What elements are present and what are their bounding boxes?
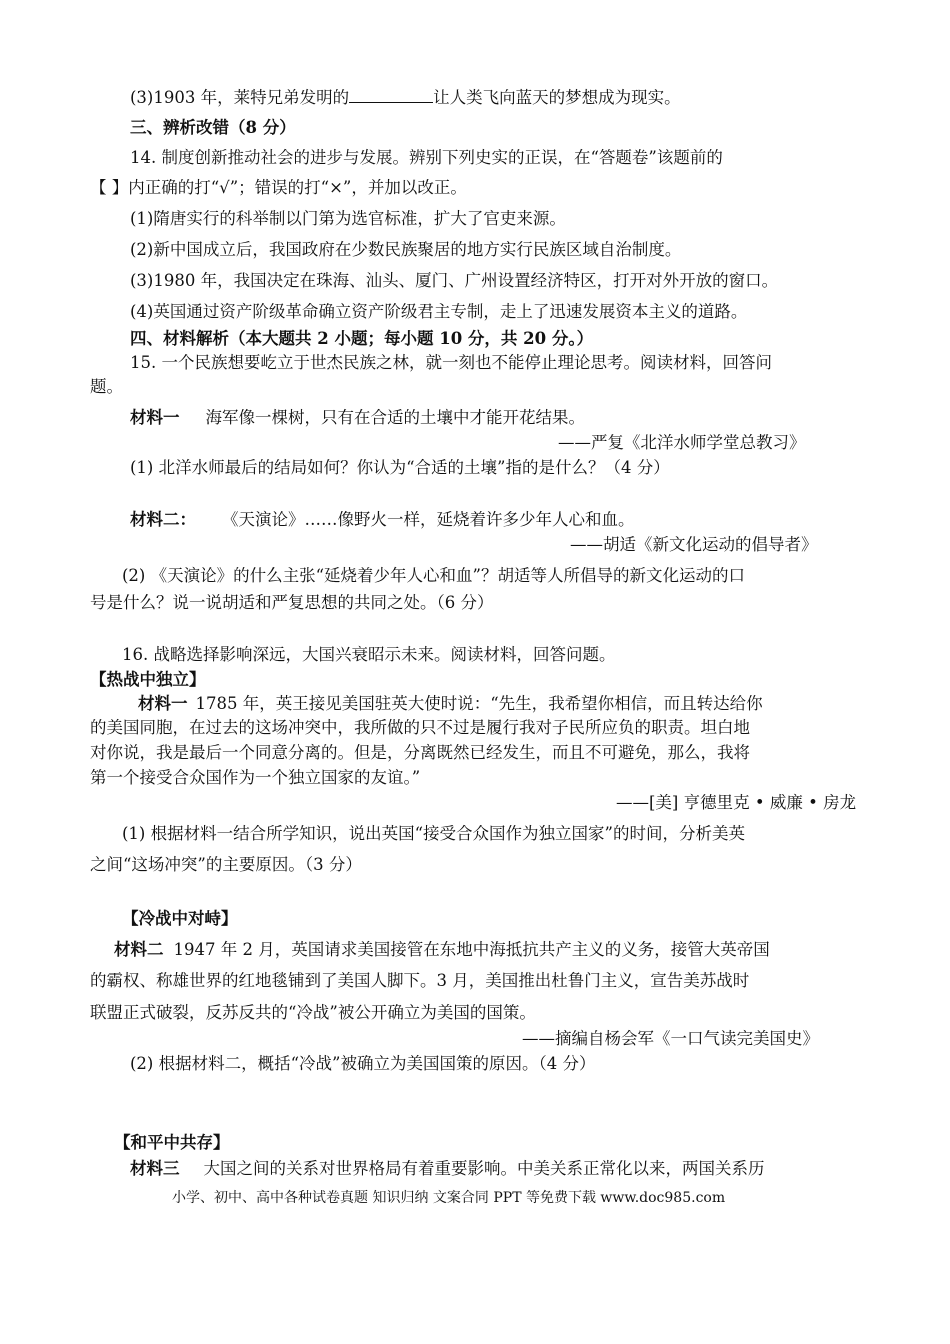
q16-part3-heading: 【和平中共存】 xyxy=(114,1133,230,1152)
q16-sub2: (2) 根据材料二，概括“冷战”被确立为美国国策的原因。（4 分） xyxy=(130,1054,596,1073)
q15-material1-source: ——严复《北洋水师学堂总教习》 xyxy=(558,433,806,452)
section3-heading: 三、辨析改错（8 分） xyxy=(130,118,296,137)
q15-sub2-line1: (2) 《天演论》的什么主张“延烧着少年人心和血”？胡适等人所倡导的新文化运动的口 xyxy=(122,566,745,585)
material-label: 材料二 xyxy=(114,940,164,959)
q16-material1-line1 xyxy=(138,692,763,716)
q16-material2-line1 xyxy=(114,938,770,962)
q14-item-1: (1)隋唐实行的科举制以门第为选官标准，扩大了官吏来源。 xyxy=(130,209,566,228)
material-label: 材料一 xyxy=(130,408,180,427)
q15-stem-line2: 题。 xyxy=(90,377,123,396)
q16-material2-line3: 联盟正式破裂，反苏反共的“冷战”被公开确立为美国的国策。 xyxy=(90,1003,536,1022)
q15-material2 xyxy=(130,508,635,532)
q16-part2-heading: 【冷战中对峙】 xyxy=(122,909,238,928)
page-footer: 小学、初中、高中各种试卷真题 知识归纳 文案合同 PPT 等免费下载 www.doc985.com xyxy=(172,1190,726,1206)
q15-sub2-line2: 号是什么？说一说胡适和严复思想的共同之处。（6 分） xyxy=(90,593,494,612)
q16-material3-line1 xyxy=(130,1157,765,1181)
section4-heading: 四、材料解析（本大题共 2 小题；每小题 10 分，共 20 分。） xyxy=(130,329,594,348)
answer-blank xyxy=(349,84,433,103)
q15-material1 xyxy=(130,406,585,430)
q16-material2-source: ——摘编自杨会军《一口气读完美国史》 xyxy=(522,1029,819,1048)
material-text: 1785 年，英王接见美国驻英大使时说：“先生，我希望你相信，而且转达给你 xyxy=(195,694,763,713)
material-label: 材料三 xyxy=(130,1159,180,1178)
q16-material1-line2: 的美国同胞，在过去的这场冲突中，我所做的只不过是履行我对子民所应负的职责。坦白地 xyxy=(90,718,750,737)
q14-stem-line2: 【 】内正确的打“√”；错误的打“×”，并加以改正。 xyxy=(90,178,467,197)
q15-material2-source: ——胡适《新文化运动的倡导者》 xyxy=(570,535,818,554)
q13-item3 xyxy=(130,84,681,110)
material-label: 材料一 xyxy=(138,694,188,713)
q15-sub1: (1) 北洋水师最后的结局如何？你认为“合适的土壤”指的是什么？（4 分） xyxy=(130,458,670,477)
q14-stem-line1: 14. 制度创新推动社会的进步与发展。辨别下列史实的正误，在“答题卷”该题前的 xyxy=(130,148,723,167)
q13-item3-after: 让人类飞向蓝天的梦想成为现实。 xyxy=(433,88,681,107)
q16-sub1-line2: 之间“这场冲突”的主要原因。（3 分） xyxy=(90,855,362,874)
q16-material1-line3: 对你说，我是最后一个同意分离的。但是，分离既然已经发生，而且不可避免，那么，我将 xyxy=(90,743,750,762)
q13-item3-before: (3)1903 年，莱特兄弟发明的 xyxy=(130,88,350,107)
material-text: 海军像一棵树，只有在合适的土壤中才能开花结果。 xyxy=(205,408,585,427)
q14-item-3: (3)1980 年，我国决定在珠海、汕头、厦门、广州设置经济特区，打开对外开放的窗口。 xyxy=(130,271,779,290)
material-text: 大国之间的关系对世界格局有着重要影响。中美关系正常化以来，两国关系历 xyxy=(203,1159,765,1178)
material-text: 1947 年 2 月，英国请求美国接管在东地中海抵抗共产主义的义务，接管大英帝国 xyxy=(173,940,770,959)
q16-sub1-line1: (1) 根据材料一结合所学知识，说出英国“接受合众国作为独立国家”的时间，分析美英 xyxy=(122,824,745,843)
material-label: 材料二： xyxy=(130,510,196,529)
q14-item-4: (4)英国通过资产阶级革命确立资产阶级君主专制，走上了迅速发展资本主义的道路。 xyxy=(130,302,748,321)
q16-material1-source: ——[美] 亨德里克 • 威廉 • 房龙 xyxy=(616,793,857,812)
q16-stem: 16. 战略选择影响深远，大国兴衰昭示未来。阅读材料，回答问题。 xyxy=(122,645,616,664)
q16-part1-heading: 【热战中独立】 xyxy=(90,670,206,689)
material-text: 《天演论》……像野火一样，延烧着许多少年人心和血。 xyxy=(222,510,635,529)
q15-stem-line1: 15. 一个民族想要屹立于世杰民族之林，就一刻也不能停止理论思考。阅读材料，回答问 xyxy=(130,353,772,372)
q16-material1-line4: 第一个接受合众国作为一个独立国家的友谊。” xyxy=(90,768,421,787)
q16-material2-line2: 的霸权、称雄世界的红地毯铺到了美国人脚下。3 月，美国推出杜鲁门主义，宣告美苏战时 xyxy=(90,971,750,990)
q14-item-2: (2)新中国成立后，我国政府在少数民族聚居的地方实行民族区域自治制度。 xyxy=(130,240,682,259)
